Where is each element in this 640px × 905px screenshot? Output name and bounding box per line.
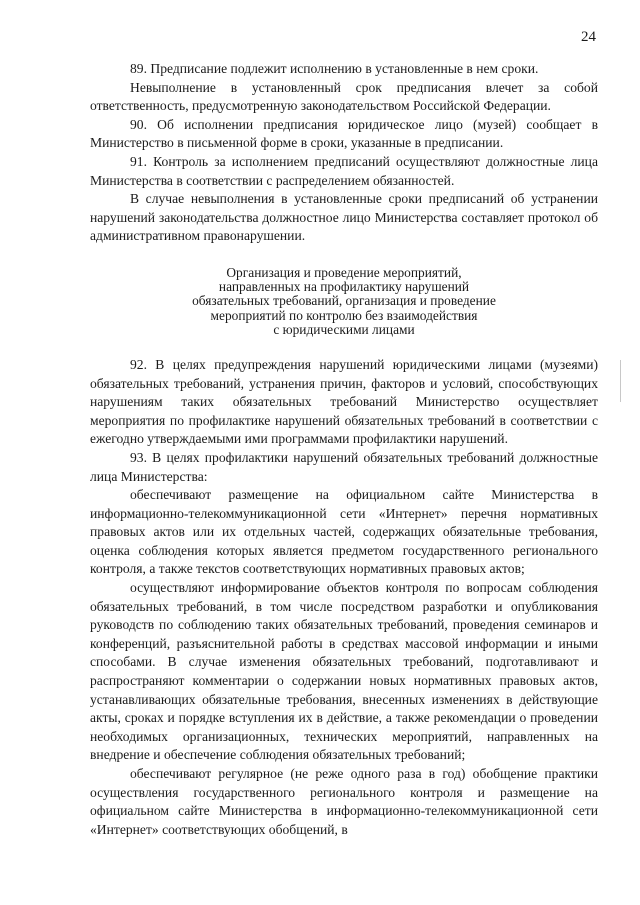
heading-line: с юридическими лицами — [273, 321, 415, 337]
heading-line: обязательных требований, организация и проведение — [192, 293, 496, 309]
heading-line: мероприятий по контролю без взаимодействия — [210, 307, 478, 323]
paragraph: обеспечивают размещение на официальном сайте Министерства в информационно-телекоммуникационной сети «Интернет» перечня нормативных правовых актов или их отдельных частей, содержащих обязательные требования, оценка соблюдения которых является предметом государственного регионального контроля, а также текстов соответствующих нормативных правовых актов; — [90, 487, 598, 577]
paragraph: Невыполнение в установленный срок предписания влечет за собой ответственность, предусмотренную законодательством Российской Федерации. — [90, 79, 598, 114]
paragraph: осуществляют информирование объектов контроля по вопросам соблюдения обязательных требований, в том числе посредством разработки и опубликования руководств по соблюдению таких обязательных требований, проведения семинаров и конференций, разъяснительной работы в средствах массовой информации и иными способами. В случае изменения обязательных требований, подготавливают и распространяют комментарии о содержании новых нормативных правовых актов, устанавливающих обязательные требования, внесенных изменениях в действующие акты, сроках и порядке вступления их в действие, а также рекомендации о проведении необходимых организационных, технических мероприятий, направленных на внедрение и обеспечение соблюдения обязательных требований; — [90, 580, 598, 763]
scan-artifact — [620, 360, 621, 402]
paragraph: 92. В целях предупреждения нарушений юридическими лицами (музеями) обязательных требований, устранения причин, факторов и условий, способствующих нарушениям таких обязательных требований Министерство осуществляет мероприятия по профилактике нарушений обязательных требований в соответствии с ежегодно утверждаемыми ими программами профилактики нарушений. — [90, 356, 598, 447]
paragraph: В случае невыполнения в установленные сроки предписаний об устранении нарушений законодательства должностное лицо Министерства составляет протокол об административном правонарушении. — [90, 191, 598, 244]
heading-line: Организация и проведение мероприятий, — [226, 264, 462, 280]
section-heading — [90, 266, 598, 337]
paragraph: 90. Об исполнении предписания юридическое лицо (музей) сообщает в Министерство в письменной форме в сроки, указанные в предписании. — [90, 116, 598, 151]
heading-line: направленных на профилактику нарушений — [218, 279, 470, 295]
paragraph: 91. Контроль за исполнением предписаний осуществляют должностные лица Министерства в соответствии с распределением обязанностей. — [90, 153, 598, 188]
document-body — [90, 60, 598, 839]
paragraph: 93. В целях профилактики нарушений обязательных требований должностные лица Министерства: — [90, 449, 598, 484]
paragraph: 89. Предписание подлежит исполнению в установленные в нем сроки. — [130, 61, 539, 76]
paragraph: обеспечивают регулярное (не реже одного раза в год) обобщение практики осуществления государственного регионального контроля и размещение на официальном сайте Министерства в информационно-телекоммуникационной сети «Интернет» соответствующих обобщений, в — [90, 766, 598, 837]
page-number: 24 — [581, 29, 596, 45]
